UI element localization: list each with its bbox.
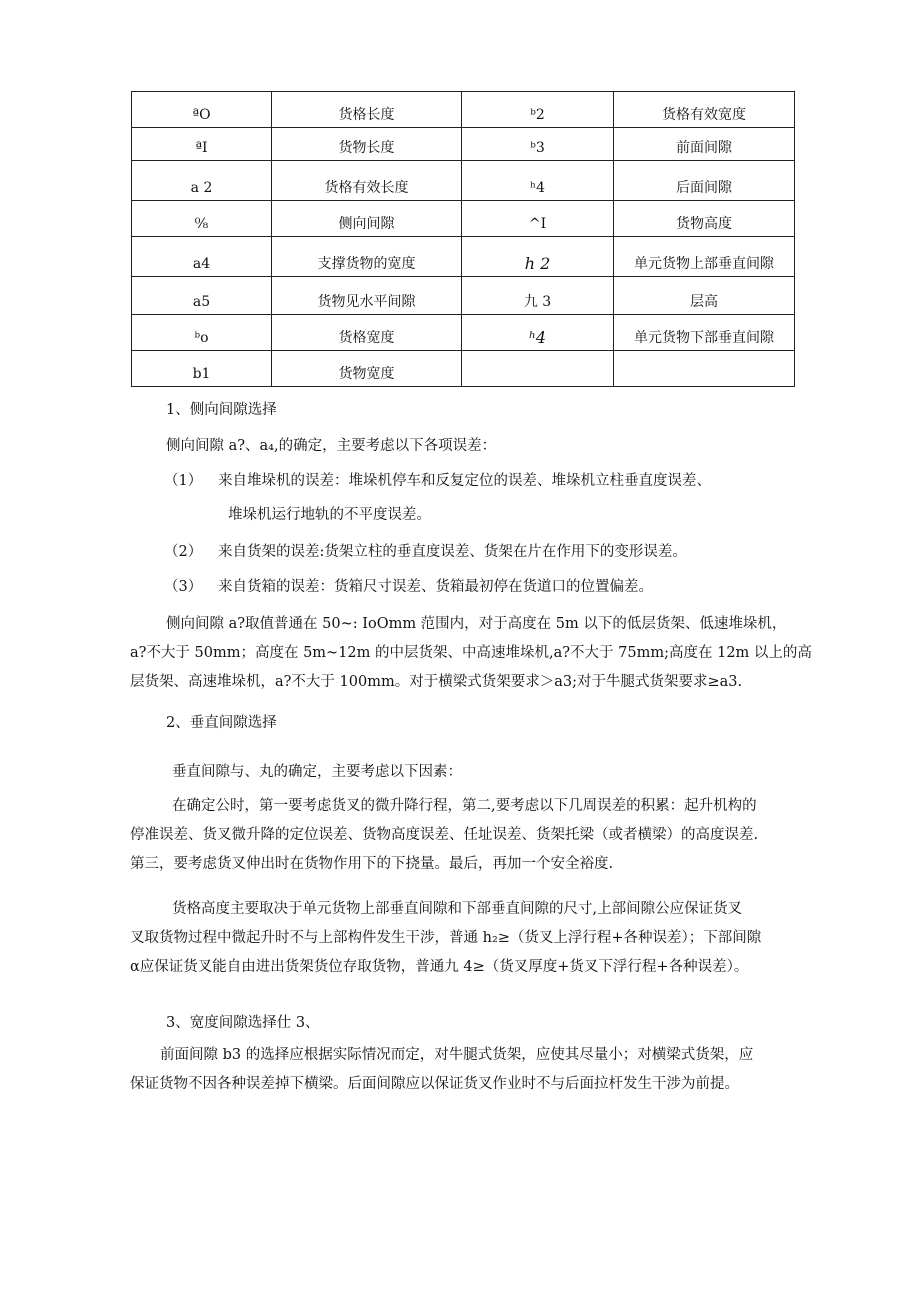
table-cell: 九 3 <box>462 277 614 315</box>
section-1-title: 1、侧向间隙选择 <box>166 402 277 418</box>
list-item-text: 来自货架的误差:货架立柱的垂直度误差、货架在片在作用下的变形误差。 <box>218 544 687 560</box>
section-2-paragraph-2 <box>130 895 761 982</box>
table-cell: b1 <box>132 351 272 387</box>
section-1-intro: 侧向间隙 a?、a₄,的确定，主要考虑以下各项误差： <box>166 438 497 454</box>
table-cell: ⁰⁄₈ <box>132 201 272 237</box>
table-cell: ʰ4 <box>462 161 614 201</box>
table-cell: 单元货物上部垂直间隙 <box>614 237 795 277</box>
table-cell: 货物高度 <box>614 201 795 237</box>
table-cell: 货物见水平间隙 <box>272 277 462 315</box>
section-1-paragraph <box>130 610 812 697</box>
section-2-intro: 垂直间隙与、丸的确定，主要考虑以下因素： <box>172 764 462 780</box>
list-item-number: （2） <box>164 544 203 560</box>
section-3-title: 3、宽度间隙选择仕 3、 <box>166 1015 320 1031</box>
table-cell: a 2 <box>132 161 272 201</box>
table-row <box>132 351 795 387</box>
paragraph-line: a?不大于 50mm；高度在 5m~12m 的中层货架、中高速堆垛机,a?不大于 75mm;高度在 12m 以上的高 <box>130 645 812 661</box>
list-item-continuation: 堆垛机运行地轨的不平度误差。 <box>228 507 431 523</box>
section-2-paragraph-1 <box>130 792 758 879</box>
table-cell: a4 <box>132 237 272 277</box>
table-cell: h 2 <box>462 237 614 277</box>
table-cell: ^I <box>462 201 614 237</box>
list-item-number: （1） <box>164 473 203 489</box>
paragraph-line: 叉取货物过程中微起升时不与上部构件发生干涉，普通 h₂≥（货叉上浮行程+各种误差）；下部间隙 <box>130 930 762 946</box>
table-cell: 支撑货物的宽度 <box>272 237 462 277</box>
paragraph-line: 货格高度主要取决于单元货物上部垂直间隙和下部垂直间隙的尺寸,上部间隙公应保证货叉 <box>172 901 743 917</box>
table-cell: 单元货物下部垂直间隙 <box>614 315 795 351</box>
table-cell: 货格有效宽度 <box>614 92 795 128</box>
paragraph-line: 前面间隙 b3 的选择应根据实际情况而定，对牛腿式货架，应使其尽量小；对横梁式货架，应 <box>160 1047 754 1063</box>
table-cell: 货格有效长度 <box>272 161 462 201</box>
table-cell: ᵇ2 <box>462 92 614 128</box>
paragraph-line: 保证货物不因各种误差掉下横梁。后面间隙应以保证货叉作业时不与后面拉杆发生干涉为前提。 <box>130 1076 739 1092</box>
table-cell: ᵇ3 <box>462 128 614 161</box>
table-cell <box>462 351 614 387</box>
table-row <box>132 128 795 161</box>
paragraph-line: 停准误差、货叉微升降的定位误差、货物高度误差、任址误差、货架托梁（或者横梁）的高度误差. <box>130 827 759 843</box>
table-row <box>132 315 795 351</box>
symbol-table <box>131 91 795 387</box>
table-cell: ʰ4 <box>462 315 614 351</box>
paragraph-line: 在确定公时，第一要考虑货叉的微升降行程，第二,要考虑以下几周误差的积累：起升机构的 <box>172 798 757 814</box>
table-cell: 侧向间隙 <box>272 201 462 237</box>
table-cell: 货物宽度 <box>272 351 462 387</box>
table-row <box>132 161 795 201</box>
list-item-text: 来自堆垛机的误差：堆垛机停车和反复定位的误差、堆垛机立柱垂直度误差、 <box>218 473 711 489</box>
table-cell: ªI <box>132 128 272 161</box>
table-row <box>132 92 795 128</box>
section-2-title: 2、垂直间隙选择 <box>166 715 277 731</box>
table-cell: ᵇo <box>132 315 272 351</box>
table-cell: a5 <box>132 277 272 315</box>
paragraph-line: 第三，要考虑货叉伸出时在货物作用下的下挠量。最后，再加一个安全裕度. <box>130 856 614 872</box>
table-cell: 货物长度 <box>272 128 462 161</box>
table-cell: 层高 <box>614 277 795 315</box>
list-item-number: （3） <box>164 579 203 595</box>
section-3-paragraph <box>130 1041 753 1099</box>
paragraph-line: α应保证货叉能自由进出货架货位存取货物，普通九 4≥（货叉厚度+货叉下浮行程+各种误差）。 <box>130 959 749 975</box>
paragraph-line: 侧向间隙 a?取值普通在 50~: IoOmm 范围内，对于高度在 5m 以下的低层货架、低速堆垛机， <box>166 616 787 632</box>
table-cell <box>614 351 795 387</box>
table-cell: 后面间隙 <box>614 161 795 201</box>
table-cell: 前面间隙 <box>614 128 795 161</box>
list-item-text: 来自货箱的误差：货箱尺寸误差、货箱最初停在货道口的位置偏差。 <box>218 579 653 595</box>
table-cell: ªO <box>132 92 272 128</box>
table-row <box>132 201 795 237</box>
table-row <box>132 277 795 315</box>
table-cell: 货格宽度 <box>272 315 462 351</box>
table-cell: 货格长度 <box>272 92 462 128</box>
table-row <box>132 237 795 277</box>
paragraph-line: 层货架、高速堆垛机，a?不大于 100mm。对于横梁式货架要求＞a3;对于牛腿式货架要求≥a3. <box>130 674 743 690</box>
